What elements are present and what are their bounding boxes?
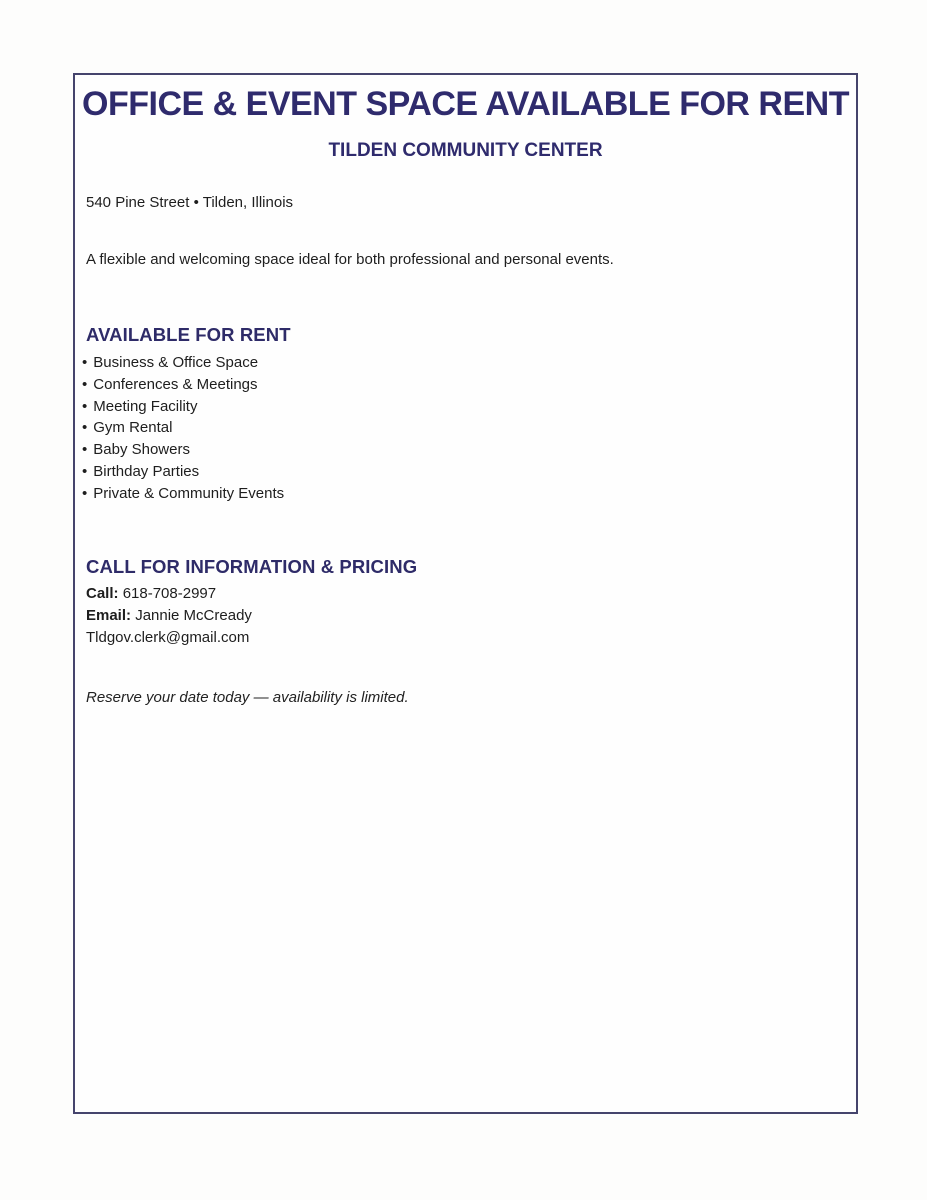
list-item: • Private & Community Events — [82, 483, 284, 505]
reservation-note: Reserve your date today — availability is limited. — [86, 689, 409, 706]
address-line: 540 Pine Street • Tilden, Illinois — [86, 194, 294, 211]
page-subtitle: TILDEN COMMUNITY CENTER — [328, 140, 603, 161]
section-heading-call-for-information: CALL FOR INFORMATION & PRICING — [86, 556, 418, 577]
list-item: • Meeting Facility — [82, 396, 284, 418]
rent-items-list — [82, 352, 284, 505]
email-contact-name: Jannie McCready — [135, 607, 252, 624]
intro-paragraph: A flexible and welcoming space ideal for both professional and personal events. — [86, 251, 614, 268]
email-address: Tldgov.clerk@gmail.com — [86, 629, 250, 646]
phone-label: Call: — [86, 585, 119, 602]
phone-number: 618-708-2997 — [122, 585, 217, 602]
page-title: OFFICE & EVENT SPACE AVAILABLE FOR RENT — [82, 85, 849, 123]
list-item: • Conferences & Meetings — [82, 374, 284, 396]
list-item: • Baby Showers — [82, 439, 284, 461]
email-label: Email: — [86, 607, 132, 624]
section-heading-available-for-rent: AVAILABLE FOR RENT — [86, 324, 291, 345]
contact-phone-line — [86, 583, 252, 605]
contact-email-line — [86, 605, 252, 627]
contact-block — [86, 583, 252, 649]
list-item: • Business & Office Space — [82, 352, 284, 374]
flyer-border-frame — [73, 73, 858, 1114]
list-item: • Birthday Parties — [82, 461, 284, 483]
list-item: • Gym Rental — [82, 417, 284, 439]
